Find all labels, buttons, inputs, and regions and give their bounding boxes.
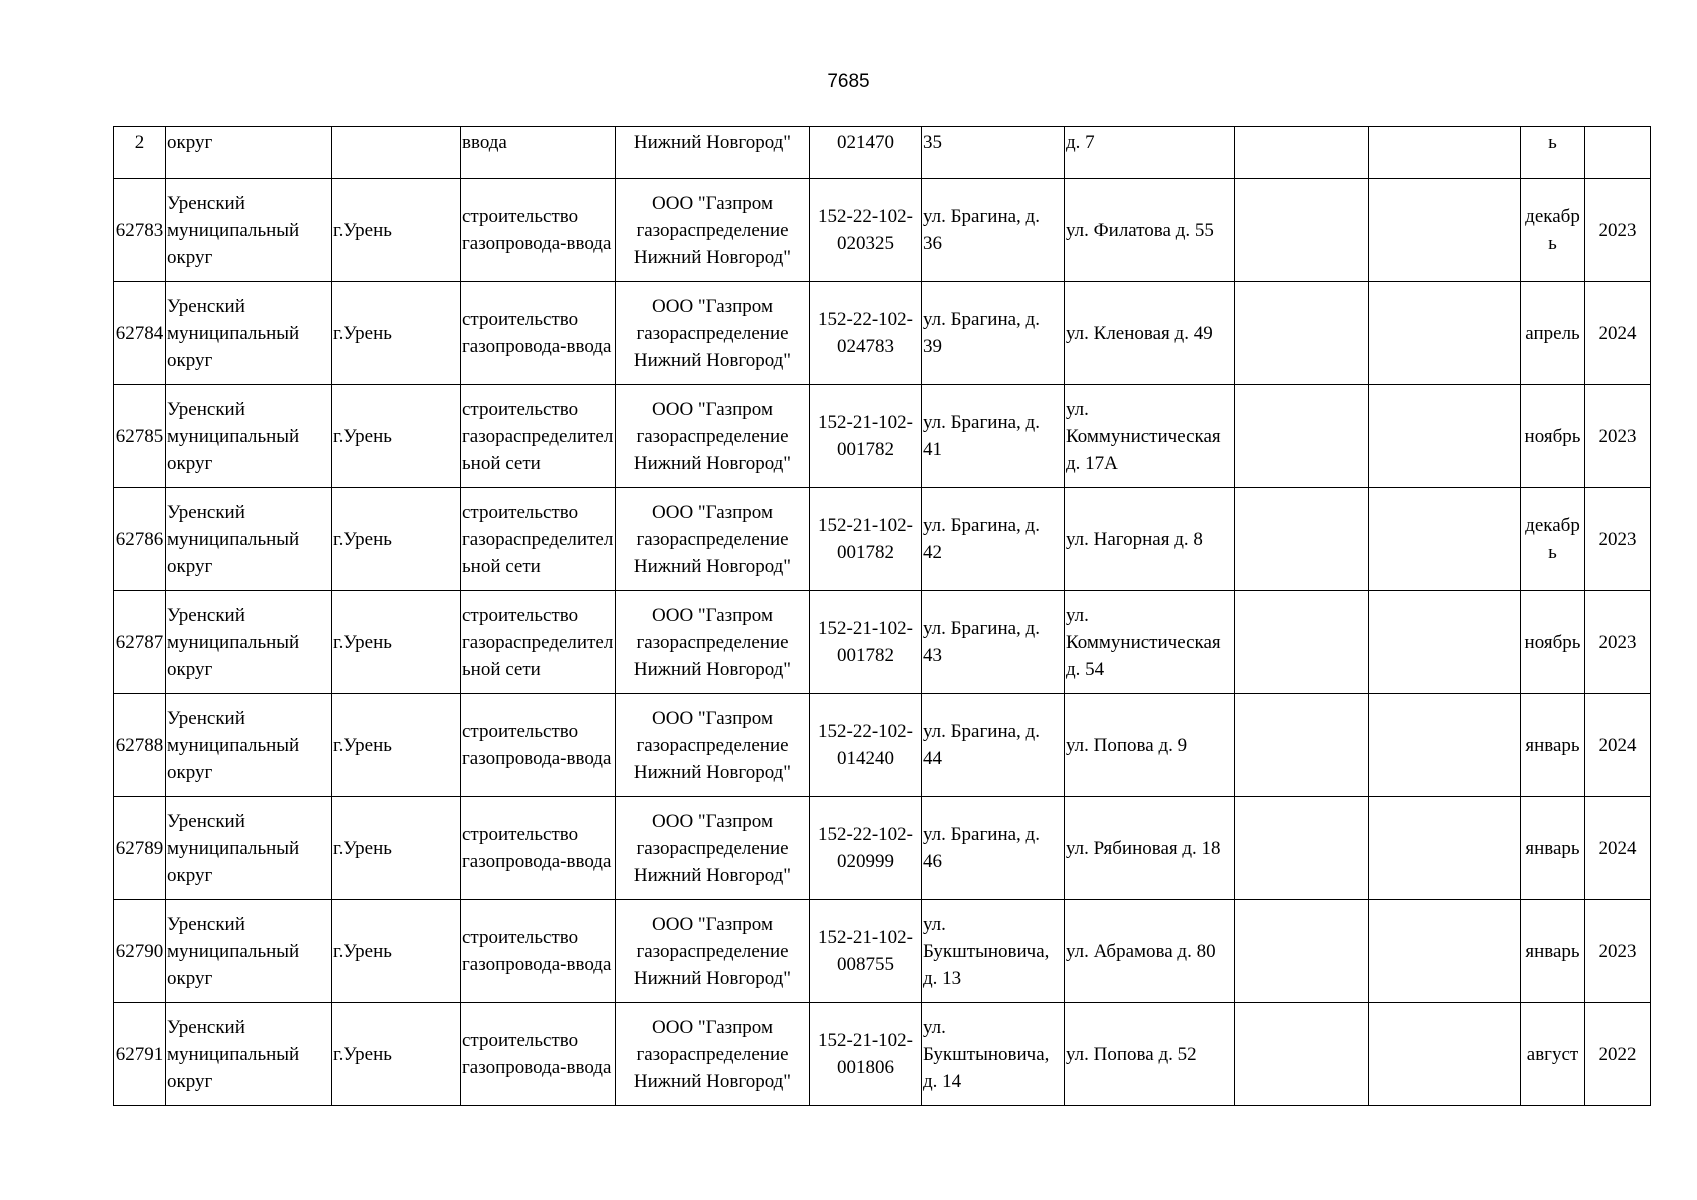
organization-cell: ООО "Газпром газораспределение Нижний Новгород" [616, 694, 810, 797]
address-to-cell: ул. Кленовая д. 49 [1065, 282, 1235, 385]
month-cell: ноябрь [1521, 591, 1585, 694]
table-row [114, 179, 1651, 282]
address-to-cell: ул. Попова д. 52 [1065, 1003, 1235, 1106]
year-cell: 2024 [1585, 797, 1651, 900]
city-cell: г.Урень [332, 1003, 461, 1106]
district-cell: Уренский муниципальный округ [166, 797, 332, 900]
year-cell: 2023 [1585, 179, 1651, 282]
organization-cell: ООО "Газпром газораспределение Нижний Новгород" [616, 282, 810, 385]
row-number-cell: 62785 [114, 385, 166, 488]
extra-cell [1235, 591, 1369, 694]
district-cell: Уренский муниципальный округ [166, 900, 332, 1003]
work-type-cell: строительство газопровода-ввода [461, 282, 616, 385]
address-from-cell: ул. Брагина, д. 46 [922, 797, 1065, 900]
row-number-cell: 2 [114, 127, 166, 179]
table-row [114, 488, 1651, 591]
city-cell [332, 127, 461, 179]
address-from-cell: ул. Брагина, д. 42 [922, 488, 1065, 591]
page-number: 7685 [827, 71, 870, 92]
cadastral-number-cell: 021470 [810, 127, 922, 179]
work-type-cell: строительство газопровода-ввода [461, 900, 616, 1003]
cadastral-number-cell: 152-21-102-001782 [810, 385, 922, 488]
extra-cell [1235, 1003, 1369, 1106]
row-number-cell: 62786 [114, 488, 166, 591]
work-type-cell: ввода [461, 127, 616, 179]
organization-cell: ООО "Газпром газораспределение Нижний Новгород" [616, 900, 810, 1003]
extra-cell [1369, 694, 1521, 797]
organization-cell: ООО "Газпром газораспределение Нижний Новгород" [616, 488, 810, 591]
address-from-cell: ул. Брагина, д. 43 [922, 591, 1065, 694]
address-to-cell: ул. Рябиновая д. 18 [1065, 797, 1235, 900]
work-type-cell: строительство газораспределительной сети [461, 385, 616, 488]
extra-cell [1369, 591, 1521, 694]
cadastral-number-cell: 152-22-102-020325 [810, 179, 922, 282]
month-cell: апрель [1521, 282, 1585, 385]
month-cell: ноябрь [1521, 385, 1585, 488]
year-cell: 2023 [1585, 488, 1651, 591]
work-type-cell: строительство газопровода-ввода [461, 694, 616, 797]
year-cell: 2024 [1585, 282, 1651, 385]
cadastral-number-cell: 152-22-102-014240 [810, 694, 922, 797]
cadastral-number-cell: 152-21-102-001782 [810, 591, 922, 694]
organization-cell: Нижний Новгород" [616, 127, 810, 179]
extra-cell [1235, 127, 1369, 179]
extra-cell [1369, 900, 1521, 1003]
address-from-cell: ул. Брагина, д. 39 [922, 282, 1065, 385]
year-cell: 2022 [1585, 1003, 1651, 1106]
row-number-cell: 62791 [114, 1003, 166, 1106]
month-cell: август [1521, 1003, 1585, 1106]
cadastral-number-cell: 152-21-102-001806 [810, 1003, 922, 1106]
address-to-cell: ул. Коммунистическая д. 54 [1065, 591, 1235, 694]
address-to-cell: ул. Коммунистическая д. 17А [1065, 385, 1235, 488]
extra-cell [1235, 385, 1369, 488]
month-cell: декабрь [1521, 179, 1585, 282]
extra-cell [1369, 282, 1521, 385]
extra-cell [1369, 179, 1521, 282]
cadastral-number-cell: 152-22-102-024783 [810, 282, 922, 385]
extra-cell [1369, 1003, 1521, 1106]
month-cell: декабрь [1521, 488, 1585, 591]
table-row [114, 900, 1651, 1003]
month-cell: январь [1521, 900, 1585, 1003]
district-cell: Уренский муниципальный округ [166, 694, 332, 797]
district-cell: Уренский муниципальный округ [166, 1003, 332, 1106]
city-cell: г.Урень [332, 488, 461, 591]
table-row [114, 797, 1651, 900]
city-cell: г.Урень [332, 797, 461, 900]
gasification-table [113, 126, 1651, 1106]
table-row [114, 385, 1651, 488]
organization-cell: ООО "Газпром газораспределение Нижний Новгород" [616, 385, 810, 488]
work-type-cell: строительство газораспределительной сети [461, 591, 616, 694]
organization-cell: ООО "Газпром газораспределение Нижний Новгород" [616, 797, 810, 900]
organization-cell: ООО "Газпром газораспределение Нижний Новгород" [616, 1003, 810, 1106]
table-row [114, 127, 1651, 179]
city-cell: г.Урень [332, 179, 461, 282]
district-cell: Уренский муниципальный округ [166, 179, 332, 282]
year-cell: 2023 [1585, 385, 1651, 488]
table-row [114, 1003, 1651, 1106]
address-from-cell: ул. Брагина, д. 36 [922, 179, 1065, 282]
extra-cell [1235, 900, 1369, 1003]
address-from-cell: 35 [922, 127, 1065, 179]
city-cell: г.Урень [332, 282, 461, 385]
extra-cell [1369, 797, 1521, 900]
extra-cell [1235, 179, 1369, 282]
cadastral-number-cell: 152-22-102-020999 [810, 797, 922, 900]
extra-cell [1235, 488, 1369, 591]
address-to-cell: ул. Филатова д. 55 [1065, 179, 1235, 282]
row-number-cell: 62790 [114, 900, 166, 1003]
row-number-cell: 62789 [114, 797, 166, 900]
city-cell: г.Урень [332, 591, 461, 694]
address-to-cell: ул. Попова д. 9 [1065, 694, 1235, 797]
address-to-cell: ул. Нагорная д. 8 [1065, 488, 1235, 591]
extra-cell [1235, 694, 1369, 797]
district-cell: Уренский муниципальный округ [166, 591, 332, 694]
work-type-cell: строительство газопровода-ввода [461, 179, 616, 282]
city-cell: г.Урень [332, 900, 461, 1003]
organization-cell: ООО "Газпром газораспределение Нижний Новгород" [616, 179, 810, 282]
address-from-cell: ул. Брагина, д. 41 [922, 385, 1065, 488]
extra-cell [1369, 385, 1521, 488]
month-cell: ь [1521, 127, 1585, 179]
year-cell: 2023 [1585, 900, 1651, 1003]
row-number-cell: 62783 [114, 179, 166, 282]
extra-cell [1235, 282, 1369, 385]
work-type-cell: строительство газораспределительной сети [461, 488, 616, 591]
work-type-cell: строительство газопровода-ввода [461, 1003, 616, 1106]
extra-cell [1369, 127, 1521, 179]
address-to-cell: ул. Абрамова д. 80 [1065, 900, 1235, 1003]
city-cell: г.Урень [332, 385, 461, 488]
table-row [114, 282, 1651, 385]
extra-cell [1369, 488, 1521, 591]
year-cell [1585, 127, 1651, 179]
district-cell: Уренский муниципальный округ [166, 488, 332, 591]
organization-cell: ООО "Газпром газораспределение Нижний Новгород" [616, 591, 810, 694]
district-cell: округ [166, 127, 332, 179]
month-cell: январь [1521, 797, 1585, 900]
district-cell: Уренский муниципальный округ [166, 282, 332, 385]
district-cell: Уренский муниципальный округ [166, 385, 332, 488]
table-row [114, 694, 1651, 797]
table-row [114, 591, 1651, 694]
city-cell: г.Урень [332, 694, 461, 797]
address-from-cell: ул. Букштыновича, д. 14 [922, 1003, 1065, 1106]
month-cell: январь [1521, 694, 1585, 797]
work-type-cell: строительство газопровода-ввода [461, 797, 616, 900]
year-cell: 2023 [1585, 591, 1651, 694]
extra-cell [1235, 797, 1369, 900]
row-number-cell: 62787 [114, 591, 166, 694]
row-number-cell: 62784 [114, 282, 166, 385]
cadastral-number-cell: 152-21-102-008755 [810, 900, 922, 1003]
address-to-cell: д. 7 [1065, 127, 1235, 179]
cadastral-number-cell: 152-21-102-001782 [810, 488, 922, 591]
row-number-cell: 62788 [114, 694, 166, 797]
address-from-cell: ул. Брагина, д. 44 [922, 694, 1065, 797]
year-cell: 2024 [1585, 694, 1651, 797]
address-from-cell: ул. Букштыновича, д. 13 [922, 900, 1065, 1003]
